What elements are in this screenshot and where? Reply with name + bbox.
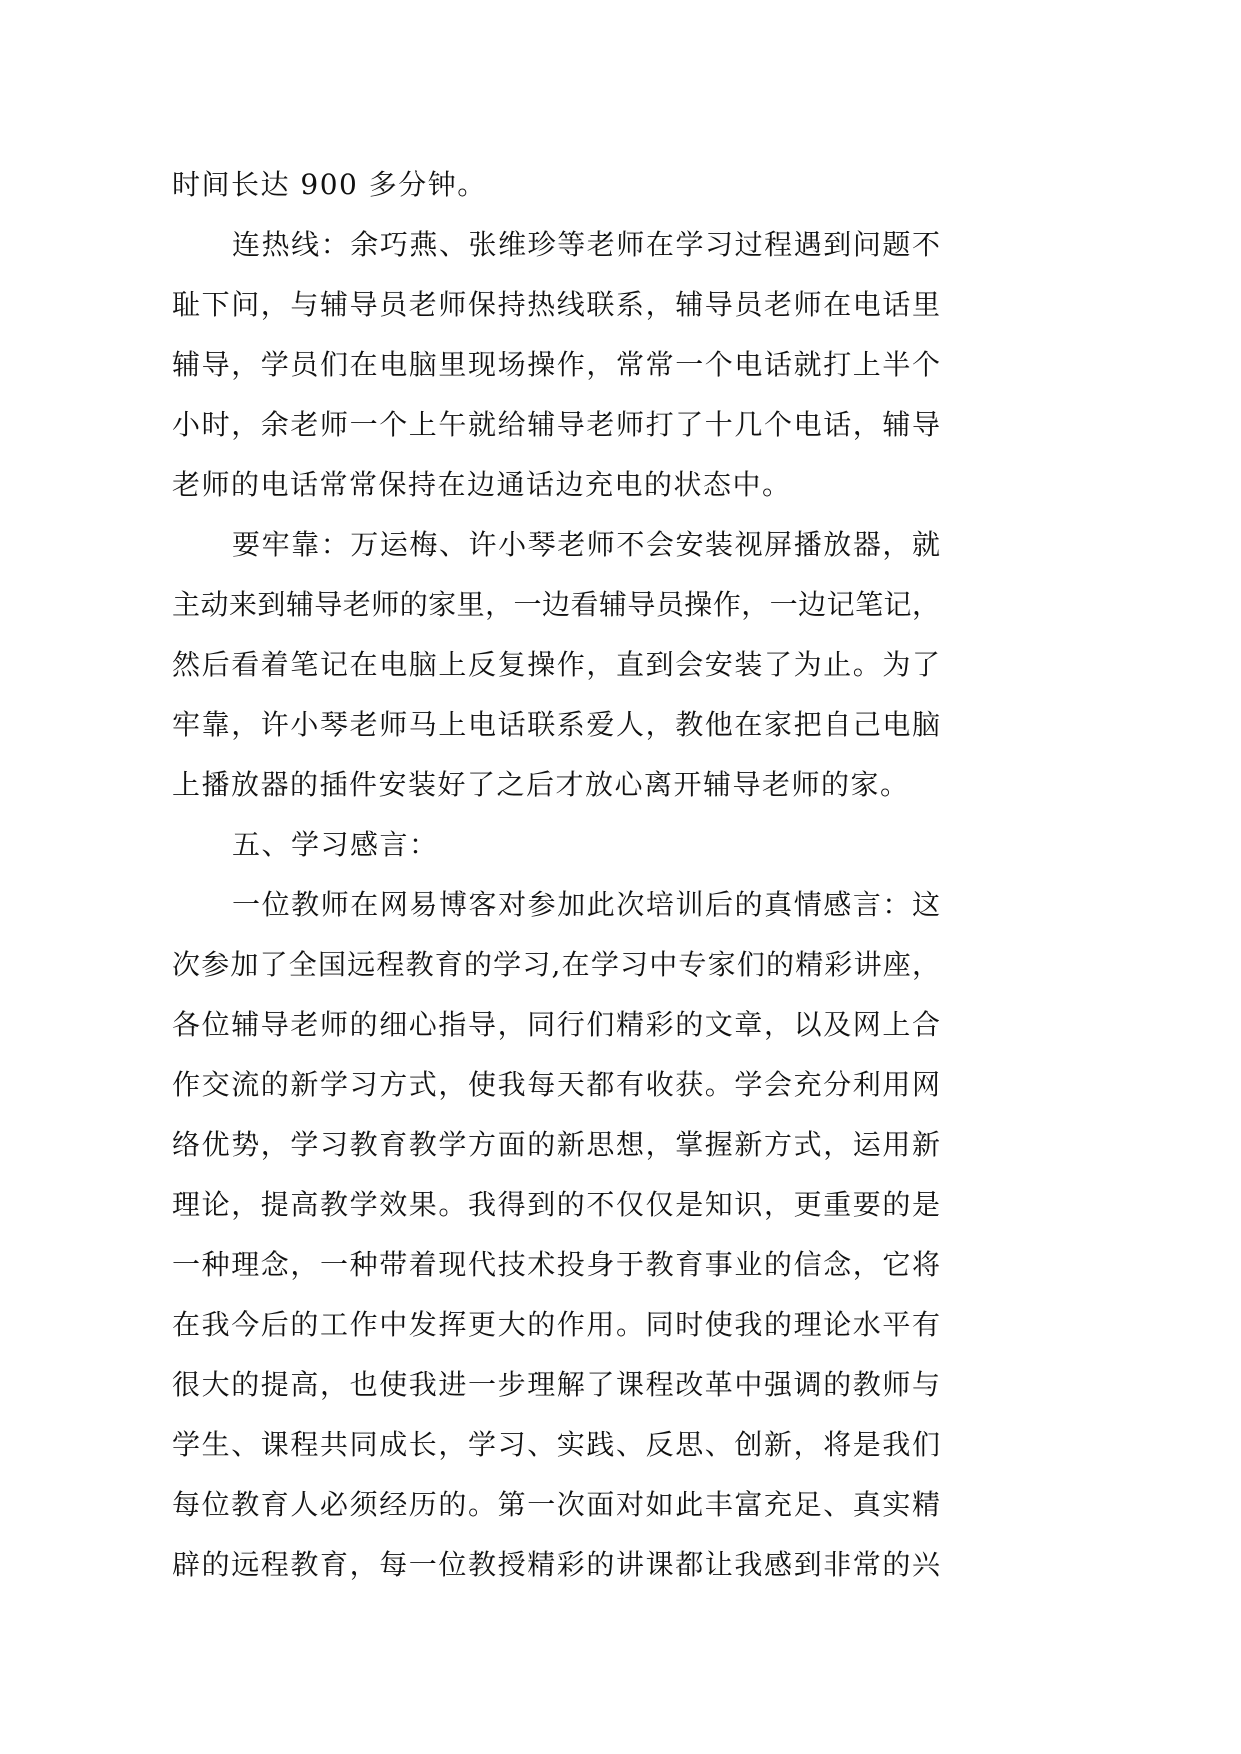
paragraph-continued [172,155,940,215]
text-line: 牢靠，许小琴老师马上电话联系爱人，教他在家把自己电脑 [172,708,940,741]
text-line: 主动来到辅导老师的家里，一边看辅导员操作，一边记笔记， [172,588,940,621]
text-line: 一种理念，一种带着现代技术投身于教育事业的信念，它将 [172,1248,940,1281]
text-line: 辅导，学员们在电脑里现场操作，常常一个电话就打上半个 [172,348,940,381]
text-line: 要牢靠：万运梅、许小琴老师不会安装视屏播放器，就 [232,528,940,561]
text-line: 老师的电话常常保持在边通话边充电的状态中。 [172,468,792,501]
text-line: 理论，提高教学效果。我得到的不仅仅是知识，更重要的是 [172,1188,940,1221]
text-line: 次参加了全国远程教育的学习,在学习中专家们的精彩讲座， [172,948,940,981]
text-line: 络优势，学习教育教学方面的新思想，掌握新方式，运用新 [172,1128,940,1161]
text-line: 辟的远程教育，每一位教授精彩的讲课都让我感到非常的兴 [172,1548,940,1581]
text-line: 在我今后的工作中发挥更大的作用。同时使我的理论水平有 [172,1308,940,1341]
section-heading [172,815,940,875]
text-line: 一位教师在网易博客对参加此次培训后的真情感言：这 [232,888,940,921]
text-line: 很大的提高，也使我进一步理解了课程改革中强调的教师与 [172,1368,940,1401]
paragraph-hotline [172,215,940,515]
text-line: 连热线：余巧燕、张维珍等老师在学习过程遇到问题不 [232,228,940,261]
paragraph-reflection [172,875,940,1595]
text-line: 作交流的新学习方式，使我每天都有收获。学会充分利用网 [172,1068,940,1101]
text-line: 耻下问，与辅导员老师保持热线联系，辅导员老师在电话里 [172,288,940,321]
text-line: 然后看着笔记在电脑上反复操作，直到会安装了为止。为了 [172,648,940,681]
paragraph-reliable [172,515,940,815]
section-heading-text: 五、学习感言： [232,828,439,861]
document-body [172,155,940,1595]
text-line: 小时，余老师一个上午就给辅导老师打了十几个电话，辅导 [172,408,940,441]
text-line: 学生、课程共同成长，学习、实践、反思、创新，将是我们 [172,1428,940,1461]
text-line: 上播放器的插件安装好了之后才放心离开辅导老师的家。 [172,768,910,801]
text-line: 各位辅导老师的细心指导，同行们精彩的文章，以及网上合 [172,1008,940,1041]
text-line: 每位教育人必须经历的。第一次面对如此丰富充足、真实精 [172,1488,940,1521]
text-line: 时间长达 900 多分钟。 [172,168,487,201]
